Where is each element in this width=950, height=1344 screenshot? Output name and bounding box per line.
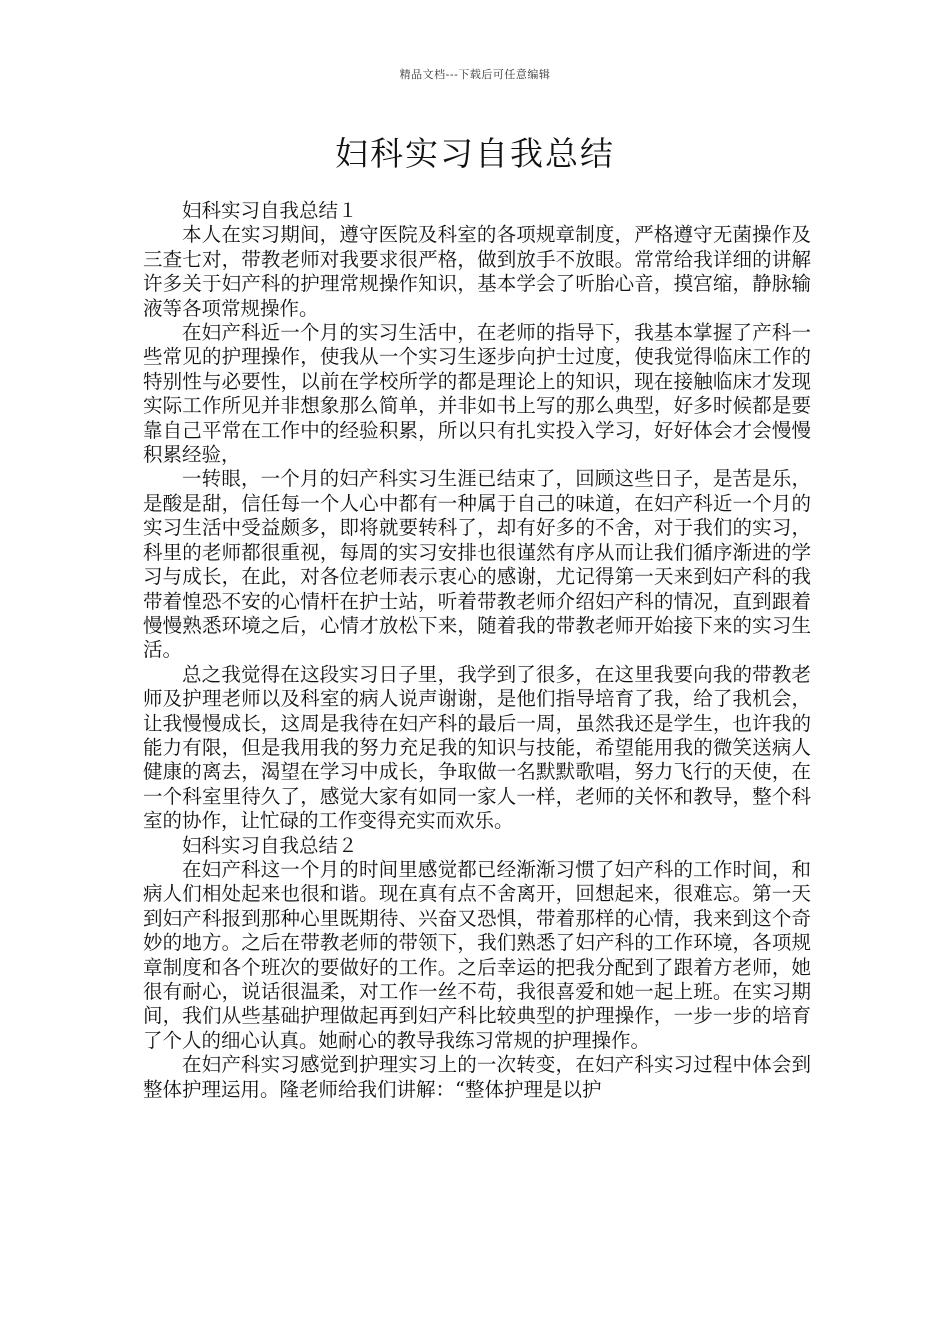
document-body <box>143 199 811 1102</box>
paragraph: 在妇产科这一个月的时间里感觉都已经渐渐习惯了妇产科的工作时间，和病人们相处起来也很和谐。现在真有点不舍离开，回想起来，很难忘。第一天到妇产科报到那种心里既期待、兴奋又恐惧，带着那样的心情，我来到这个奇妙的地方。之后在带教老师的带领下，我们熟悉了妇产科的工作环境，各项规章制度和各个班次的要做好的工作。之后幸运的把我分配到了跟着方老师，她很有耐心，说话很温柔，对工作一丝不苟，我很喜爱和她一起上班。在实习期间，我们从些基础护理做起再到妇产科比较典型的护理操作，一步一步的培育了个人的细心认真。她耐心的教导我练习常规的护理操作。 <box>143 857 811 1052</box>
paragraph: 一转眼，一个月的妇产科实习生涯已结束了，回顾这些日子，是苦是乐，是酸是甜，信任每一个人心中都有一种属于自己的味道，在妇产科近一个月的实习生活中受益颇多，即将就要转科了，却有好多的不舍，对于我们的实习，科里的老师都很重视，每周的实习安排也很谨然有序从而让我们循序渐进的学习与成长，在此，对各位老师表示衷心的感谢，尤记得第一天来到妇产科的我带着惶恐不安的心情杆在护士站，听着带教老师介绍妇产科的情况，直到跟着慢慢熟悉环境之后，心情才放松下来，随着我的带教老师开始接下来的实习生活。 <box>143 467 811 662</box>
paragraph: 本人在实习期间，遵守医院及科室的各项规章制度，严格遵守无菌操作及三查七对，带教老师对我要求很严格，做到放手不放眼。常常给我详细的讲解许多关于妇产科的护理常规操作知识，基本学会了听胎心音，摸宫缩，静脉输液等各项常规操作。 <box>143 223 811 320</box>
section-heading-2: 妇科实习自我总结２ <box>182 833 358 857</box>
paragraph: 在妇产科近一个月的实习生活中，在老师的指导下，我基本掌握了产科一些常见的护理操作，使我从一个实习生逐步向护士过度，使我觉得临床工作的特别性与必要性，以前在学校所学的都是理论上的知识，现在接触临床才发现实际工作所见并非想象那么简单，并非如书上写的那么典型，好多时候都是要靠自己平常在工作中的经验积累，所以只有扎实投入学习，好好体会才会慢慢积累经验， <box>143 321 811 467</box>
paragraph: 总之我觉得在这段实习日子里，我学到了很多，在这里我要向我的带教老师及护理老师以及科室的病人说声谢谢，是他们指导培育了我，给了我机会，让我慢慢成长，这周是我待在妇产科的最后一周，虽然我还是学生，也许我的能力有限，但是我用我的努力充足我的知识与技能，希望能用我的微笑送病人健康的离去，渴望在学习中成长，争取做一名默默歌唱，努力飞行的天使，在一个科室里待久了，感觉大家有如同一家人一样，老师的关怀和教导，整个科室的协作，让忙碌的工作变得充实而欢乐。 <box>143 662 811 833</box>
header-note: 精品文档---下载后可任意编辑 <box>399 68 551 81</box>
section-heading-1: 妇科实习自我总结１ <box>182 199 358 222</box>
document-title: 妇科实习自我总结 <box>335 134 615 173</box>
paragraph: 在妇产科实习感觉到护理实习上的一次转变，在妇产科实习过程中体会到整体护理运用。隆老师给我们讲解：“整体护理是以护 <box>143 1053 811 1101</box>
